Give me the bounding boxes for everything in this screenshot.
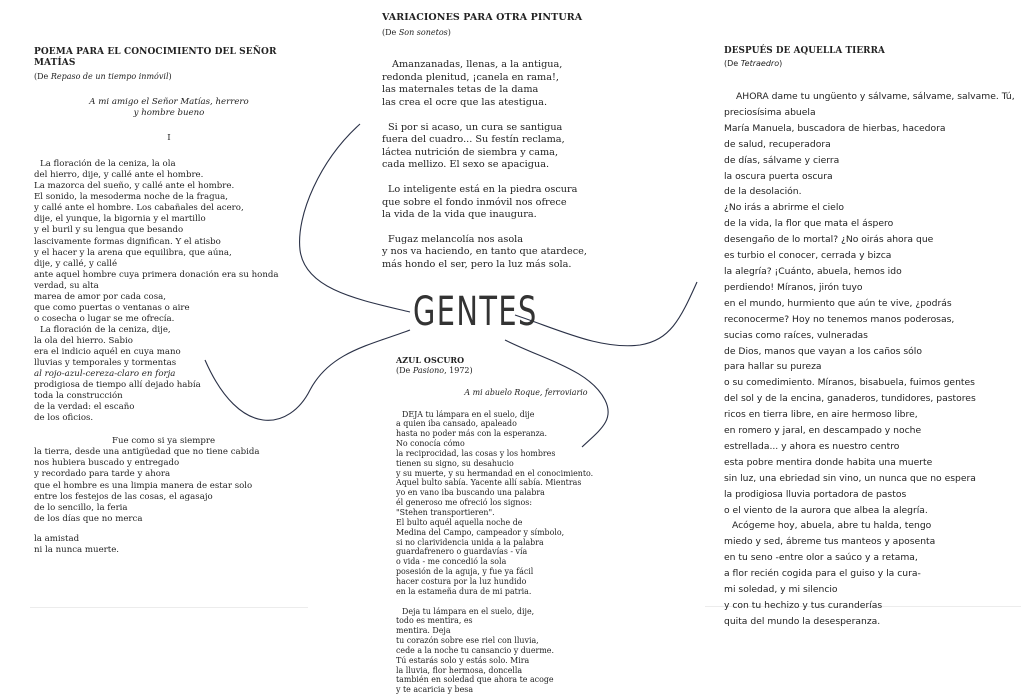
poem-source: (De Son sonetos) bbox=[382, 27, 451, 37]
poem-variaciones bbox=[382, 12, 642, 272]
stanza-1: La floración de la ceniza, la ola del hierro, dije, y callé ante el hombre. La mazorca del sueño, y callé ante el hombre. El sonido, la mesoderma noche de la fragua, y callé ante el hombre. Los cabañales del acero, dije, el yunque, la bigornia y el martillo y el buril y su lengua que besando lascivamente formas dignifican. Y el atisbo y el hacer y la arena que equilibra, que aúna, dije, y callé, y callé ante aquel hombre cuya primera donación era su honda verdad, su alta marea de amor por cada cosa, que como puertas o ventanas o aire o cosecha o lugar se me ofrecía. La floración de la ceniza, dije, la ola del hierro. Sabio era el indicio aquél en cuya mano lluvias y temporales y tormentas al rojo-azul-cereza-claro en forja prodigiosa de tiempo allí dejado había toda la construcción de la verdad: el escaño de los oficios. bbox=[34, 159, 279, 424]
poem-despues-de-aquella-tierra bbox=[724, 45, 1014, 630]
stanza-1: DEJA tu lámpara en el suelo, dije a quien iba cansado, apaleado hasta no poder más con la esperanza. No conocía cómo la reciprocidad, las cosas y los hombres tienen su signo, su desahucio y su muerte, y su hermandad en el conocimiento. Aquel bulto sabía. Yacente allí sabía. Mientras yo en vano iba buscando una palabra él generoso me ofreció los signos: "Stehen transportieren". El bulto aquél aquella noche de Medina del Campo, campeador y símbolo, si no clarividencia unida a la palabra guardafrenero o guardavías - vía o vida - me concedió la sola posesión de la aguja, y fue ya fácil hacer costura por la luz hundido en la estameña dura de mi patria. bbox=[396, 409, 594, 596]
poem-azul-oscuro bbox=[396, 356, 656, 695]
collection-title: GENTES bbox=[413, 289, 538, 335]
poem-source: (De Pasiono, 1972) bbox=[396, 365, 473, 375]
section-number: I bbox=[167, 133, 171, 144]
poem-dedication: A mi abuelo Roque, ferroviario bbox=[464, 387, 588, 397]
stanza-1: Amanzanadas, llenas, a la antigua, redonda plenitud, ¡canela en rama!, las maternales tetas de la dama las crea el ocre que las atestigua. bbox=[382, 59, 563, 108]
stanza-2: Deja tu lámpara en el suelo, dije, todo es mentira, es mentira. Deja tu corazón sobre ese riel con lluvia, cede a la noche tu cansancio y duerme. Tú estarás solo y estás solo. Mira la lluvia, flor hermosa, doncella también en soledad que ahora te acoge y te acaricia y besa bbox=[396, 606, 554, 695]
poem-title: DESPUÉS DE AQUELLA TIERRA bbox=[724, 46, 885, 56]
stanza-2: Si por si acaso, un cura se santigua fuera del cuadro... Su festín reclama, láctea nutrición de siembra y cama, cada mellizo. El sexo se apacigua. bbox=[382, 121, 565, 171]
poem-title: VARIACIONES PARA OTRA PINTURA bbox=[382, 12, 583, 23]
poem-body: AHORA dame tu ungüento y sálvame, sálvame, salvame. Tú, preciosísima abuela María Manuela, buscadora de hierbas, hacedora de salud, recuperadora de días, sálvame y cierra la oscura puerta oscura de la desolación. ¿No irás a abrirme el cielo de la vida, la flor que mata el áspero desengaño de lo mortal? ¿No oirás ahora que es turbio el conocer, cerrada y bizca la alegría? ¡Cuánto, abuela, hemos ido perdiendo! Míranos, jirón tuyo en el mundo, hurmiento que aún te vive, ¿podrás reconocerme? Hoy no tenemos manos poderosas, sucias como raíces, vulneradas de Dios, manos que vayan a los caños sólo para hallar su pureza o su comedimiento. Míranos, bisabuela, fuimos gentes del sol y de la encina, ganaderos, tundidores, pastores ricos en tierra libre, en aire hermoso libre, en romero y jaral, en descampado y noche estrellada... y ahora es nuestro centro esta pobre mentira donde habita una muerte sin luz, una ebriedad sin vino, un nunca que no espera la prodigiosa lluvia portadora de pastos o el viento de la aurora que albea la alegría. Acógeme hoy, abuela, abre tu halda, tengo miedo y sed, ábreme tus manteos y aposenta en tu seno -entre olor a saúco y a retama, a flor recién cogida para el guiso y la cura- mi soledad, y mi silencio y con tu hechizo y tus curanderías quita del mundo la desesperanza. bbox=[724, 91, 1015, 627]
stanza-3: Lo inteligente está en la piedra oscura que sobre el fondo inmóvil nos ofrece la vida de la vida que inaugura. bbox=[382, 183, 578, 221]
stanza-4: Fugaz melancolía nos asola y nos va haciendo, en tanto que atardece, más hondo el ser, pero la luz más sola. bbox=[382, 233, 587, 270]
poem-title: POEMA PARA EL CONOCIMIENTO DEL SEÑOR MATÍAS bbox=[34, 47, 277, 69]
poem-senor-matias bbox=[34, 47, 304, 556]
poem-source: (De Repaso de un tiempo inmóvil) bbox=[34, 72, 172, 82]
swirl-right-upper bbox=[515, 282, 697, 346]
poem-title: AZUL OSCURO bbox=[396, 355, 465, 365]
stanza-2: Fue como si ya siempre la tierra, desde una antigüedad que no tiene cabida nos hubiera buscado y entregado y recordado para tarde y ahora que el hombre es una limpia manera de estar solo entre los festejos de las cosas, el agasajo de lo sencillo, la feria de los días que no merca bbox=[34, 436, 260, 524]
column-rule-left bbox=[30, 607, 308, 608]
poem-dedication: A mi amigo el Señor Matías, herrero y hombre bueno bbox=[89, 97, 249, 119]
stanza-3: la amistad ni la nunca muerte. bbox=[34, 533, 120, 555]
poem-source: (De Tetraedro) bbox=[724, 59, 783, 68]
